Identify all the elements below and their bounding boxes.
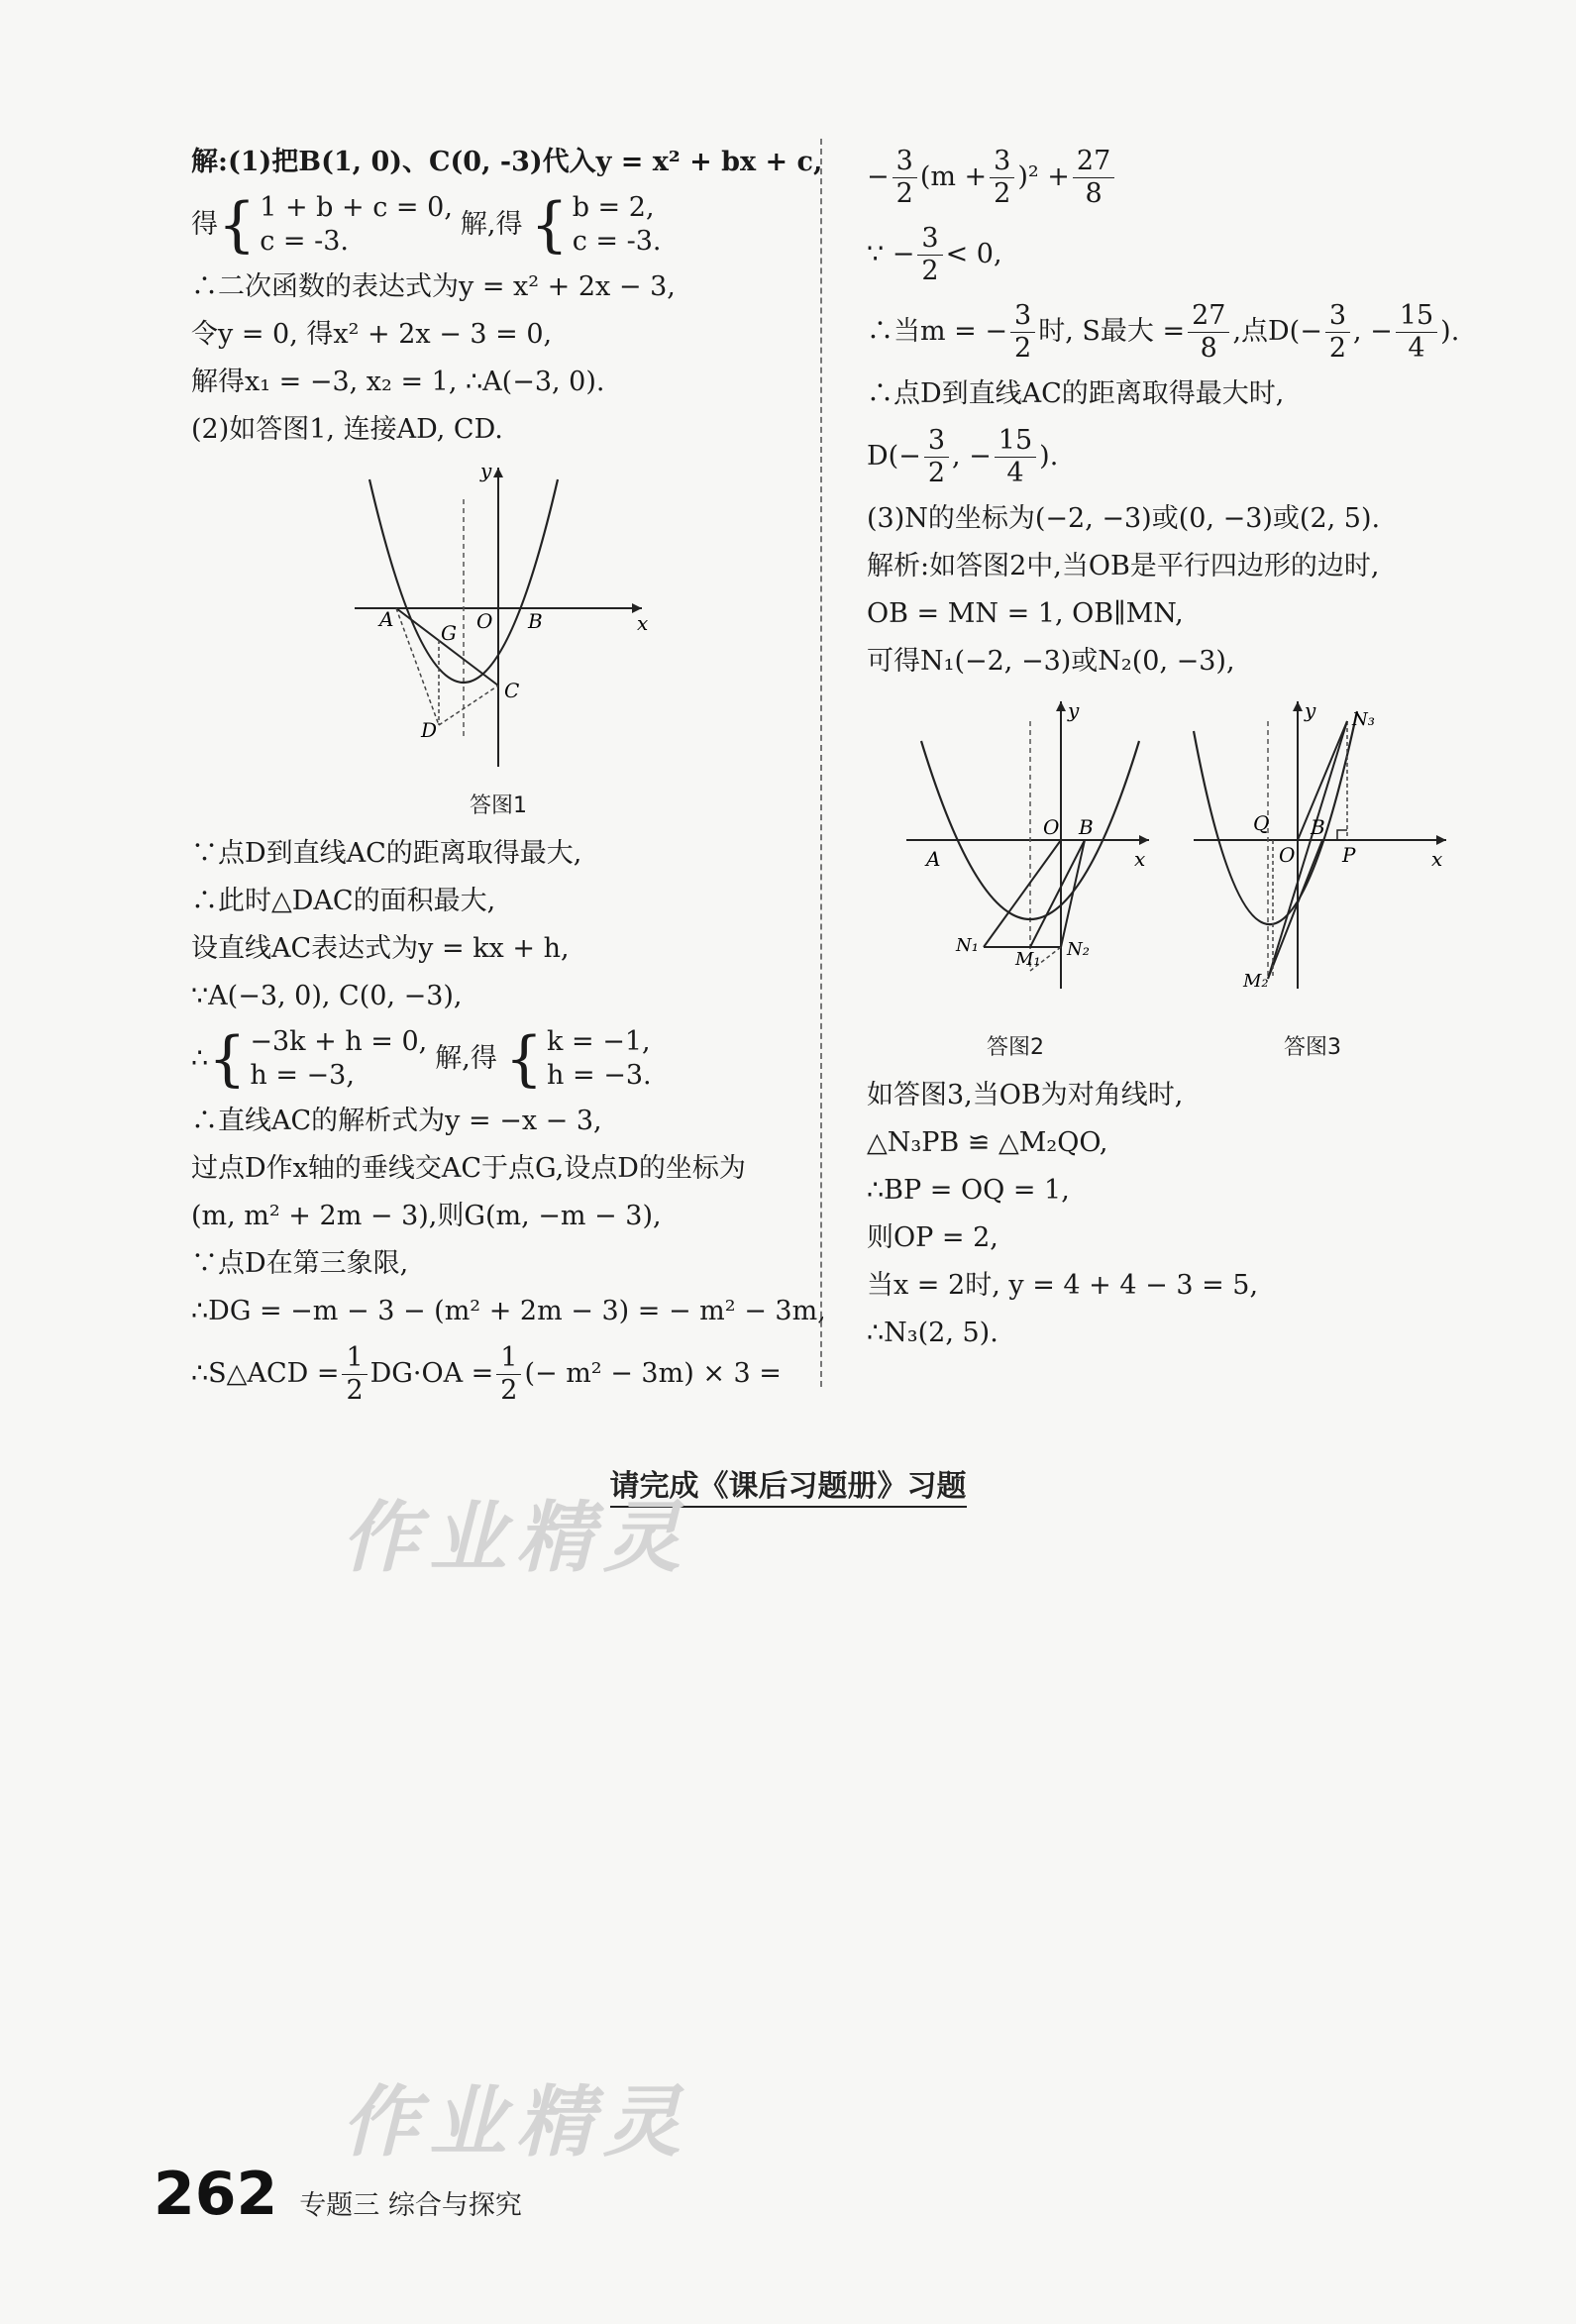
right-line-4: ∴点D到直线AC的距离取得最大时, bbox=[867, 378, 1285, 409]
solution-line-10: ∵A(−3, 0), C(0, −3), bbox=[191, 981, 463, 1011]
solution-line-8: ∴此时△DAC的面积最大, bbox=[191, 886, 496, 916]
sys2-sol2: h = −3. bbox=[547, 1060, 652, 1091]
fraction-15-4-b: $\frac{15}{4}$ bbox=[995, 425, 1036, 489]
fraction-27-8-b: $\frac{27}{8}$ bbox=[1188, 300, 1229, 365]
section-title: 专题三 综合与探究 bbox=[299, 2190, 522, 2221]
right-line-6: (3)N的坐标为(−2, −3)或(0, −3)或(2, 5). bbox=[867, 503, 1381, 534]
label-o: O bbox=[476, 609, 493, 633]
right-line-9: 可得N₁(−2, −3)或N₂(0, −3), bbox=[867, 646, 1235, 677]
solution-line-7: ∵点D到直线AC的距离取得最大, bbox=[191, 838, 582, 869]
label-m1: M₁ bbox=[1015, 949, 1041, 970]
point-d-open: ,点D(− bbox=[1232, 316, 1322, 347]
label-o-3: O bbox=[1279, 843, 1296, 867]
minus-sign: − bbox=[867, 161, 890, 192]
right-column bbox=[867, 139, 1471, 1357]
right-line-13: 则OP = 2, bbox=[867, 1222, 998, 1253]
solution-line-12: ∴直线AC的解析式为y = −x − 3, bbox=[191, 1106, 602, 1136]
label-o-2: O bbox=[1043, 815, 1060, 839]
solution-line-3: ∴二次函数的表达式为y = x² + 2x − 3, bbox=[191, 271, 676, 302]
label-q: Q bbox=[1253, 811, 1270, 835]
d-comma: , − bbox=[952, 441, 992, 472]
label-a: A bbox=[379, 607, 394, 631]
homework-reminder: 请完成《课后习题册》习题 bbox=[0, 1461, 1576, 1505]
left-column bbox=[191, 139, 826, 1413]
point-d-result bbox=[867, 418, 1471, 495]
d-open: D(− bbox=[867, 441, 921, 472]
label-c: C bbox=[504, 679, 520, 702]
fraction-half: $\frac{1}{2}$ bbox=[342, 1342, 367, 1407]
y-arrow bbox=[493, 468, 503, 477]
sys1-sol1: b = 2, bbox=[572, 192, 655, 223]
fraction-3-2: $\frac{3}{2}$ bbox=[893, 146, 917, 210]
right-line-10: 如答图3,当OB为对角线时, bbox=[867, 1080, 1184, 1110]
sys2-eq1: −3k + h = 0, bbox=[250, 1026, 428, 1057]
fraction-3-2-e: $\frac{3}{2}$ bbox=[1325, 300, 1350, 365]
figure-1 bbox=[191, 460, 805, 830]
fraction-15-4: $\frac{15}{4}$ bbox=[1396, 300, 1437, 365]
text-solve: 解,得 bbox=[460, 209, 523, 240]
text-solve-2: 解,得 bbox=[435, 1043, 497, 1074]
text-therefore: ∴ bbox=[191, 1043, 209, 1074]
label-x-3: x bbox=[1431, 847, 1443, 871]
less-than-zero: < 0, bbox=[945, 239, 1002, 269]
figures-2-3 bbox=[867, 691, 1471, 1072]
label-y-2: y bbox=[1068, 698, 1080, 722]
sys1-sol2: c = -3. bbox=[572, 226, 662, 257]
point-d-close: ). bbox=[1440, 316, 1460, 347]
label-x-2: x bbox=[1134, 847, 1146, 871]
text-de: 得 bbox=[191, 209, 218, 240]
vertex-form bbox=[867, 139, 1471, 216]
label-y: y bbox=[480, 460, 492, 482]
label-b-3: B bbox=[1311, 815, 1325, 839]
line-ad bbox=[396, 608, 439, 725]
label-m2: M₂ bbox=[1243, 971, 1269, 992]
watermark-logo-bottom: 作业精灵 bbox=[342, 2078, 691, 2167]
fraction-27-8: $\frac{27}{8}$ bbox=[1073, 146, 1114, 210]
label-n1: N₁ bbox=[956, 935, 979, 956]
because-minus: ∵ − bbox=[867, 239, 915, 269]
sys2-sol1: k = −1, bbox=[547, 1026, 651, 1057]
fraction-3-2-b: $\frac{3}{2}$ bbox=[990, 146, 1014, 210]
label-d: D bbox=[421, 718, 438, 742]
fraction-3-2-f: $\frac{3}{2}$ bbox=[924, 425, 949, 489]
fraction-3-2-c: $\frac{3}{2}$ bbox=[917, 223, 942, 287]
figure-2 bbox=[867, 691, 1164, 1072]
solution-line-13: 过点D作x轴的垂线交AC于点G,设点D的坐标为 bbox=[191, 1153, 746, 1184]
label-b: B bbox=[528, 609, 543, 633]
vertex-post: )² + bbox=[1017, 161, 1070, 192]
page-number: 262 bbox=[154, 2160, 278, 2229]
parabola-3 bbox=[1194, 711, 1357, 924]
area-label: ∴S△ACD = bbox=[191, 1358, 340, 1389]
s-max: 时, S最大 = bbox=[1038, 316, 1186, 347]
label-x: x bbox=[637, 611, 649, 635]
figure-3-graph bbox=[1164, 691, 1461, 1008]
solution-line-5: 解得x₁ = −3, x₂ = 1, ∴A(−3, 0). bbox=[191, 367, 605, 397]
negative-coefficient bbox=[867, 216, 1471, 293]
system-2: ∴ { −3k + h = 0, h = −3, 解,得 { k = −1, h = −3. bbox=[191, 1024, 652, 1094]
solution-line-16: ∴DG = −m − 3 − (m² + 2m − 3) = − m² − 3m, bbox=[191, 1296, 826, 1326]
system-1: 得 { 1 + b + c = 0, c = -3. 解,得 { b = 2, c = -3. bbox=[191, 190, 662, 260]
area-post: (− m² − 3m) × 3 = bbox=[524, 1358, 782, 1389]
solution-line-15: ∵点D在第三象限, bbox=[191, 1248, 409, 1279]
sys1-eq2: c = -3. bbox=[260, 226, 349, 257]
right-line-11: △N₃PB ≌ △M₂QO, bbox=[867, 1127, 1108, 1158]
solution-line-6: (2)如答图1, 连接AD, CD. bbox=[191, 414, 503, 445]
sys1-eq1: 1 + b + c = 0, bbox=[260, 192, 453, 223]
figure-3-caption: 答图3 bbox=[1284, 1035, 1341, 1060]
vertex-mid: (m + bbox=[919, 161, 988, 192]
label-p: P bbox=[1342, 843, 1356, 867]
label-g: G bbox=[441, 621, 457, 645]
when-m: ∴当m = − bbox=[867, 316, 1008, 347]
label-a-2: A bbox=[926, 847, 941, 871]
column-divider bbox=[820, 139, 822, 1387]
watermark-logo: 作业精灵 bbox=[342, 1494, 691, 1583]
right-line-8: OB = MN = 1, OB∥MN, bbox=[867, 598, 1184, 629]
line-cd bbox=[439, 686, 498, 725]
point-d-comma: , − bbox=[1353, 316, 1393, 347]
figure-2-caption: 答图2 bbox=[987, 1035, 1044, 1060]
solution-line-1: 解:(1)把B(1, 0)、C(0, -3)代入y = x² + bx + c, bbox=[191, 147, 823, 177]
d-close: ). bbox=[1039, 441, 1059, 472]
label-b-2: B bbox=[1079, 815, 1094, 839]
figure-1-graph bbox=[191, 460, 805, 767]
solution-line-9: 设直线AC表达式为y = kx + h, bbox=[191, 933, 570, 964]
sys2-eq2: h = −3, bbox=[250, 1060, 355, 1091]
figure-1-caption: 答图1 bbox=[470, 793, 527, 818]
figure-3 bbox=[1164, 691, 1461, 1072]
max-area-line bbox=[867, 293, 1471, 370]
figure-2-graph bbox=[867, 691, 1164, 1008]
solution-line-4: 令y = 0, 得x² + 2x − 3 = 0, bbox=[191, 319, 553, 350]
right-line-14: 当x = 2时, y = 4 + 4 − 3 = 5, bbox=[867, 1270, 1259, 1301]
fraction-half-2: $\frac{1}{2}$ bbox=[496, 1342, 521, 1407]
area-formula bbox=[191, 1335, 805, 1413]
label-n2: N₂ bbox=[1067, 939, 1090, 960]
solution-line-14: (m, m² + 2m − 3),则G(m, −m − 3), bbox=[191, 1201, 662, 1231]
right-line-7: 解析:如答图2中,当OB是平行四边形的边时, bbox=[867, 551, 1380, 581]
right-line-15: ∴N₃(2, 5). bbox=[867, 1318, 998, 1348]
label-y-3: y bbox=[1305, 698, 1316, 722]
label-n3: N₃ bbox=[1352, 709, 1375, 730]
right-line-12: ∴BP = OQ = 1, bbox=[867, 1175, 1070, 1206]
page-footer bbox=[154, 2160, 522, 2229]
area-mid: DG·OA = bbox=[369, 1358, 494, 1389]
fraction-3-2-d: $\frac{3}{2}$ bbox=[1010, 300, 1035, 365]
